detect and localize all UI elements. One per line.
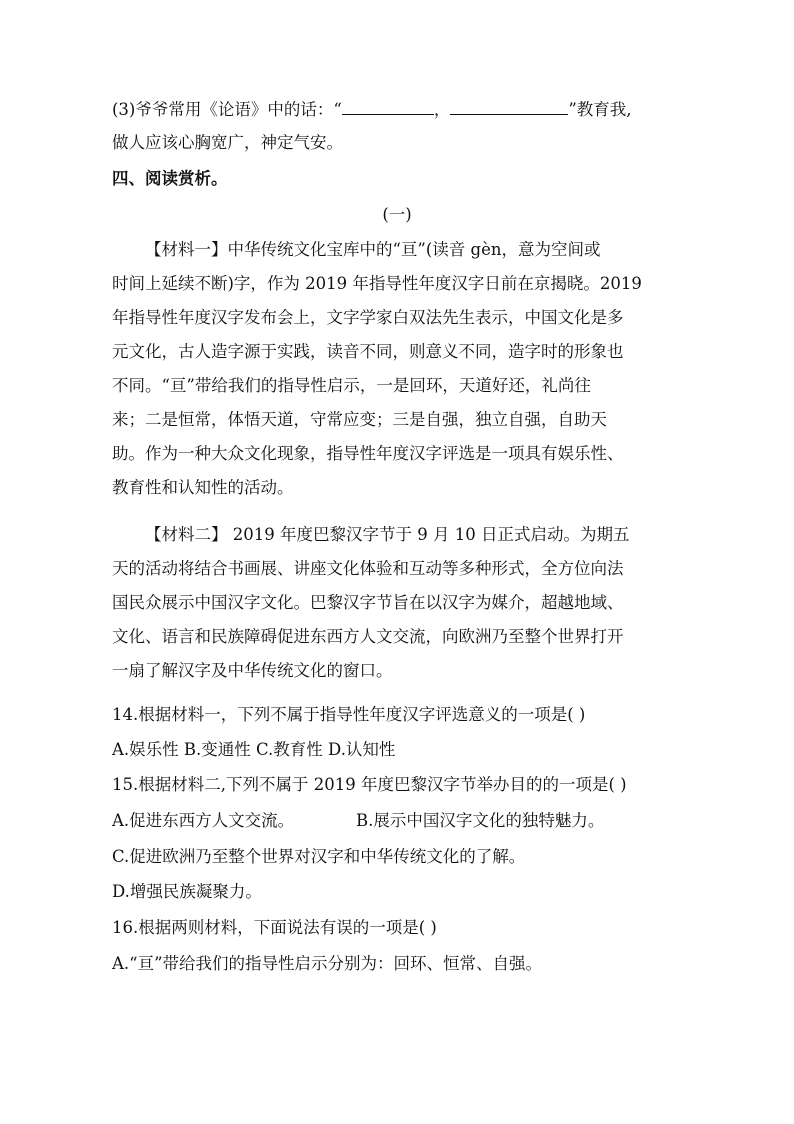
material-2-line: 【材料二】 2019 年度巴黎汉字节于 9 月 10 日正式启动。为期五 (145, 525, 630, 544)
material-1-line: 年指导性年度汉字发布会上，文字学家白双法先生表示，中国文化是多 (112, 308, 624, 327)
question-3-line-2: 做人应该心胸宽广，神定气安。 (112, 133, 343, 152)
question-14-stem: 14.根据材料一，下列不属于指导性年度汉字评选意义的一项是( ) (112, 705, 586, 724)
material-2-line: 文化、语言和民族障碍促进东西方人文交流，向欧洲乃至整个世界打开 (112, 627, 624, 646)
question-16-option-a: A.“亘”带给我们的指导性启示分别为：回环、恒常、自强。 (112, 954, 543, 973)
material-1-line: 教育性和认知性的活动。 (112, 478, 294, 497)
question-16-stem: 16.根据两则材料，下面说法有误的一项是( ) (112, 918, 437, 937)
question-3-comma: ， (433, 100, 451, 119)
question-15-option-c: C.促进欧洲乃至整个世界对汉字和中华传统文化的了解。 (112, 847, 526, 866)
question-15-option-b: B.展示中国汉字文化的独特魅力。 (356, 811, 605, 830)
material-1-line: 【材料一】中华传统文化宝库中的“亘”(读音 gèn，意为空间或 (145, 240, 601, 259)
material-1-line: 时间上延续不断)字，作为 2019 年指导性年度汉字日前在京揭晓。2019 (112, 274, 642, 293)
material-1-line: 不同。“亘”带给我们的指导性启示，一是回环，天道好还，礼尚往 (112, 376, 591, 395)
question-3-line-1 (112, 98, 632, 122)
question-3-text-start: (3)爷爷常用《论语》中的话：“ (112, 100, 342, 119)
section-heading: 四、阅读赏析。 (112, 169, 228, 188)
material-2-line: 国民众展示中国汉字文化。巴黎汉字节旨在以汉字为媒介，超越地域、 (112, 593, 624, 612)
material-1-line: 助。作为一种大众文化现象，指导性年度汉字评选是一项具有娱乐性、 (112, 444, 624, 463)
question-3-text-end: ”教育我, (568, 100, 632, 119)
material-1-line: 元文化，古人造字源于实践，读音不同，则意义不同，造字时的形象也 (112, 342, 624, 361)
question-15-option-a: A.促进东西方人文交流。 (112, 811, 295, 830)
answer-blank-2[interactable] (450, 98, 568, 115)
question-15-stem: 15.根据材料二,下列不属于 2019 年度巴黎汉字节举办目的的一项是( ) (112, 775, 627, 794)
material-1-line: 来；二是恒常，体悟天道，守常应变；三是自强，独立自强，自助天 (112, 410, 607, 429)
question-14-options: A.娱乐性 B.变通性 C.教育性 D.认知性 (112, 740, 396, 759)
question-15-option-d: D.增强民族凝聚力。 (112, 882, 262, 901)
material-2-line: 一扇了解汉字及中华传统文化的窗口。 (112, 661, 393, 680)
material-2-line: 天的活动将结合书画展、讲座文化体验和互动等多种形式，全方位向法 (112, 559, 624, 578)
sub-heading: (一) (382, 205, 412, 224)
answer-blank-1[interactable] (342, 98, 434, 115)
